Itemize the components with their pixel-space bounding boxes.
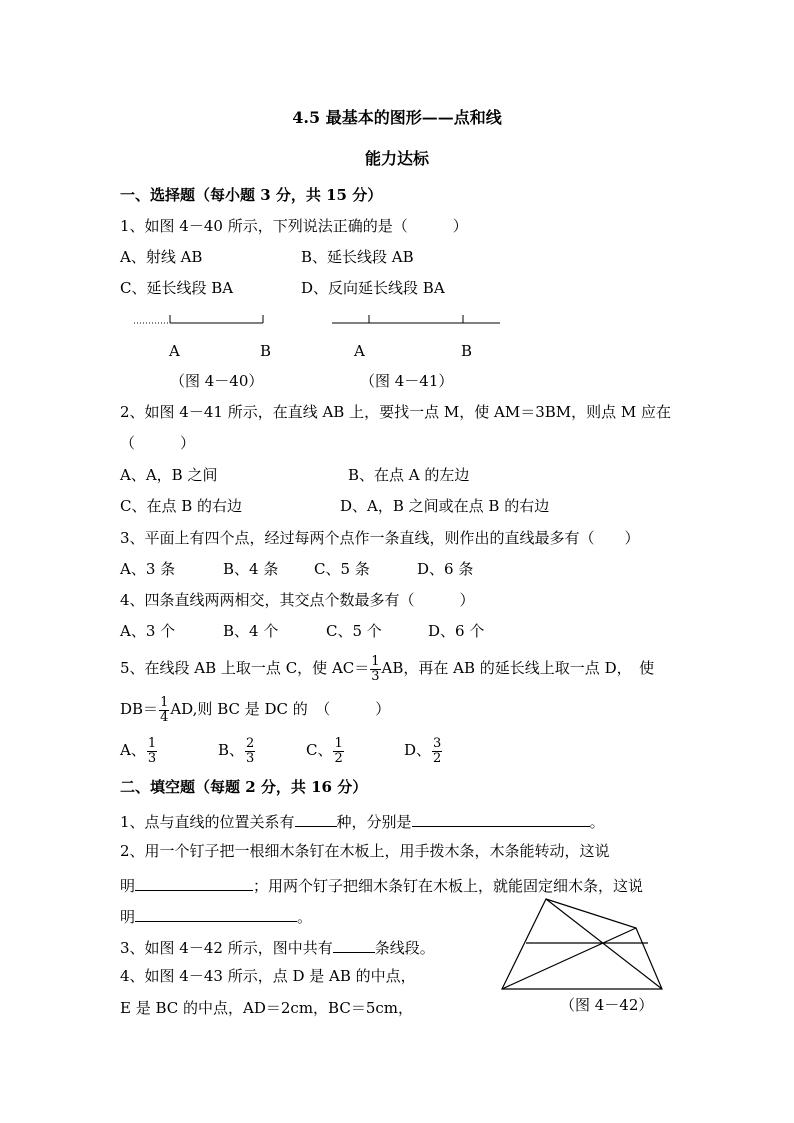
fig41-label-a: A (354, 342, 365, 360)
fill-q2-line1: 2、用一个钉子把一根细木条钉在木板上，用手拨木条，木条能转动，这说 (120, 842, 610, 860)
fig40-label-b: B (260, 342, 272, 360)
q5-option-c-denominator: 2 (334, 750, 343, 766)
page-subtitle: 能力达标 (364, 149, 429, 168)
q4-option-a: A、3 个 (120, 622, 176, 640)
fig40-caption: （图 4－40） (170, 372, 264, 390)
q5-db-numerator: 1 (160, 694, 169, 710)
q1-option-a: A、射线 AB (120, 248, 203, 266)
q3-option-a: A、3 条 (120, 560, 176, 578)
q5-option-b-label: B、 (218, 741, 245, 759)
q3-option-c: C、5 条 (314, 560, 370, 578)
q5-line1-text-post: AB，再在 AB 的延长线上取一点 D， 使 (381, 659, 655, 677)
q4-option-d: D、6 个 (428, 622, 485, 640)
fill-q2-line3-pre: 明 (120, 908, 136, 926)
fig41-caption: （图 4－41） (360, 372, 454, 390)
q3-option-b: B、4 条 (223, 560, 279, 578)
q4-option-b: B、4 个 (223, 622, 279, 640)
q1-option-b: B、延长线段 AB (301, 248, 414, 266)
fill-q1-text-mid: 种，分别是 (336, 813, 412, 831)
q5-option-b-denominator: 3 (246, 750, 255, 766)
q1-option-c: C、延长线段 BA (120, 279, 234, 297)
q4-stem: 4、四条直线两两相交，其交点个数最多有（ ） (120, 591, 475, 609)
q5-option-c-label: C、 (306, 741, 333, 759)
q5-option-d-numerator: 3 (433, 735, 442, 751)
q5-line2-text-post: AD,则 BC 是 DC 的 （ ） (170, 700, 391, 718)
fill-q1-text-end: 。 (589, 813, 605, 831)
q4-option-c: C、5 个 (326, 622, 382, 640)
fig41-label-b: B (461, 342, 473, 360)
q5-option-a-numerator: 1 (147, 735, 157, 751)
page-title: 4.5 最基本的图形——点和线 (292, 108, 502, 127)
fig42-caption: （图 4－42） (560, 996, 654, 1014)
section2-heading: 二、填空题（每题 2 分，共 16 分） (120, 778, 368, 796)
q5-db-denominator: 4 (160, 709, 169, 725)
fill-q2-line3-post: 。 (297, 908, 313, 926)
q5-option-c-numerator: 1 (334, 735, 343, 751)
q2-option-b: B、在点 A 的左边 (348, 466, 470, 484)
q3-option-d: D、6 条 (417, 560, 474, 578)
q5-ac-denominator: 3 (371, 668, 380, 684)
q1-option-d: D、反向延长线段 BA (301, 279, 445, 297)
q5-option-a-denominator: 3 (147, 750, 157, 766)
fill-q2-line2-post: ；用两个钉子把细木条钉在木板上，就能固定细木条，这说 (253, 877, 644, 895)
q5-line1-text-pre: 5、在线段 AB 上取一点 C，使 AC＝ (120, 659, 370, 677)
fill-q1-text-pre: 1、点与直线的位置关系有 (120, 813, 295, 831)
fill-q4-line2: E 是 BC 的中点，AD＝2cm，BC＝5cm， (120, 999, 414, 1017)
fill-q3-text-pre: 3、如图 4－42 所示，图中共有 (120, 939, 333, 957)
fill-q2-line2-pre: 明 (120, 877, 136, 895)
q3-stem: 3、平面上有四个点，经过每两个点作一条直线，则作出的直线最多有（ ） (120, 529, 640, 547)
q2-stem-line2: （ ） (120, 434, 196, 452)
fill-q3-text-post: 条线段。 (374, 939, 435, 957)
q5-option-a-label: A、 (120, 741, 146, 759)
fill-q4-line1: 4、如图 4－43 所示，点 D 是 AB 的中点， (120, 967, 416, 985)
q5-line2-text-pre: DB＝ (120, 700, 159, 718)
q2-stem-line1: 2、如图 4－41 所示，在直线 AB 上，要找一点 M，使 AM＝3BM，则点 M 应在 (120, 403, 672, 421)
q2-option-a: A、A，B 之间 (120, 466, 218, 484)
q2-option-c: C、在点 B 的右边 (120, 497, 243, 515)
q5-ac-numerator: 1 (371, 653, 380, 669)
q2-option-d: D、A，B 之间或在点 B 的右边 (340, 497, 550, 515)
q1-stem: 1、如图 4－40 所示，下列说法正确的是（ ） (120, 217, 468, 235)
q5-option-d-label: D、 (404, 741, 432, 759)
fig40-label-a: A (169, 342, 180, 360)
q5-option-d-denominator: 2 (433, 750, 442, 766)
q5-option-b-numerator: 2 (246, 735, 255, 751)
section1-heading: 一、选择题（每小题 3 分，共 15 分） (120, 186, 383, 204)
